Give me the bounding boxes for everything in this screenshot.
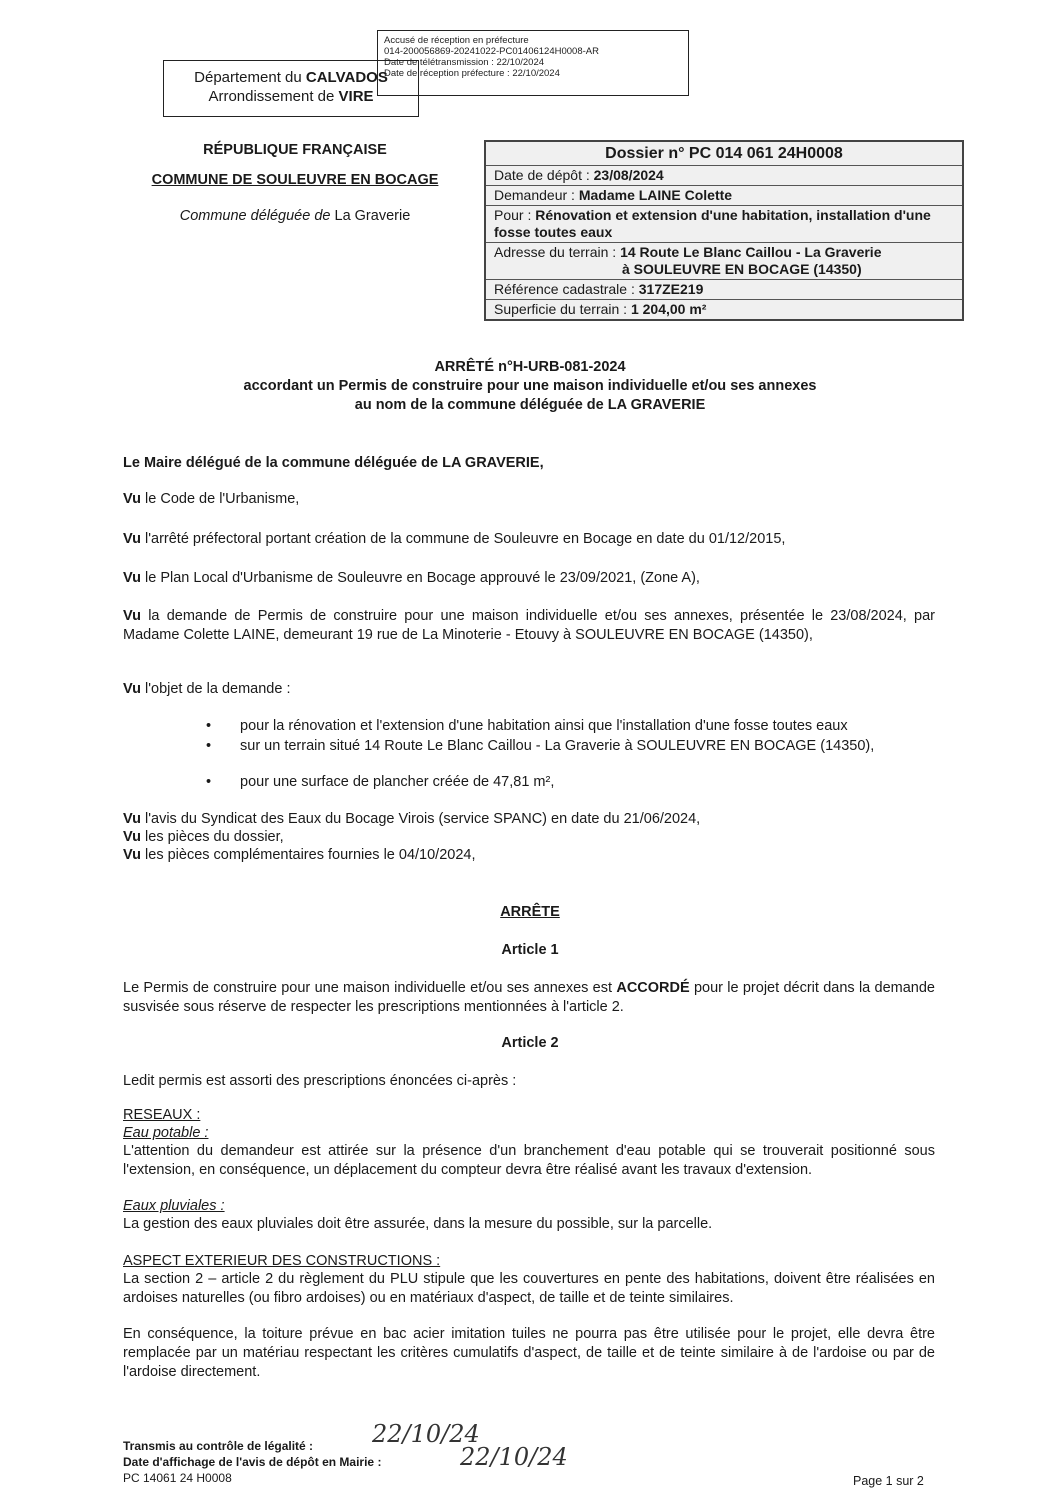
- handwritten-affichage-date: 22/10/24: [460, 1443, 568, 1471]
- land-area: Superficie du terrain : 1 204,00 m²: [486, 299, 962, 319]
- bullet-icon: •: [206, 738, 212, 754]
- article-2-title: Article 2: [501, 1035, 559, 1051]
- visa-8: Vu les pièces complémentaires fournies le 04/10/2024,: [123, 847, 476, 863]
- stamp-line: Date de réception préfecture : 22/10/2024: [384, 68, 560, 79]
- visa-7: Vu les pièces du dossier,: [123, 829, 284, 845]
- visa-5: Vu l'objet de la demande :: [123, 681, 291, 697]
- mayor-line: Le Maire délégué de la commune déléguée de LA GRAVERIE,: [123, 455, 544, 471]
- dossier-number: Dossier n° PC 014 061 24H0008: [605, 145, 843, 162]
- affichage-label: Date d'affichage de l'avis de dépôt en Mairie :: [123, 1455, 382, 1469]
- arrondissement-line: Arrondissement de VIRE: [208, 88, 374, 105]
- decree-title: [150, 358, 910, 415]
- article-1-text: Le Permis de construire pour une maison individuelle et/ou ses annexes est ACCORDÉ pour le projet décrit dans la demande susvisée sous réserve de respecter les prescriptions mentionnées à l'article 2.: [123, 980, 935, 1015]
- department-box: [163, 60, 419, 117]
- decree-number: ARRÊTÉ n°H-URB-081-2024: [434, 359, 626, 375]
- bullet-icon: •: [206, 774, 212, 790]
- decree-commune: au nom de la commune déléguée de LA GRAVERIE: [354, 397, 706, 413]
- delegated-commune: Commune déléguée de La Graverie: [179, 208, 411, 224]
- commune-heading: COMMUNE DE SOULEUVRE EN BOCAGE: [151, 172, 439, 188]
- deposit-date: Date de dépôt : 23/08/2024: [486, 165, 962, 185]
- aspect-text: La section 2 – article 2 du règlement du PLU stipule que les couvertures en pente des habitations, doivent être réalisées en ardoises naturelles (ou fibro ardoises) ou en matériaux d'aspect, de taille et de teinte similaires.: [123, 1271, 935, 1306]
- eaux-pluviales-heading: Eaux pluviales :: [123, 1198, 225, 1214]
- visa-2: Vu l'arrêté préfectoral portant création de la commune de Souleuvre en Bocage en date du 01/12/2015,: [123, 531, 786, 547]
- eaux-pluviales-text: La gestion des eaux pluviales doit être assurée, dans la mesure du possible, sur la parcelle.: [123, 1216, 713, 1232]
- stamp-line: 014-200056869-20241022-PC01406124H0008-AR: [384, 46, 599, 57]
- republic-heading: RÉPUBLIQUE FRANÇAISE: [203, 142, 387, 158]
- prefecture-receipt-stamp: [377, 30, 689, 96]
- handwritten-transmis-date: 22/10/24: [372, 1420, 480, 1448]
- transmis-label: Transmis au contrôle de légalité :: [123, 1439, 314, 1453]
- article-2-intro: Ledit permis est assorti des prescriptions énoncées ci-après :: [123, 1073, 517, 1089]
- article-1-title: Article 1: [501, 942, 559, 958]
- land-address: Adresse du terrain : 14 Route Le Blanc Caillou - La Graverie à SOULEUVRE EN BOCAGE (14350): [486, 242, 962, 279]
- eau-potable-text: L'attention du demandeur est attirée sur la présence d'un branchement d'eau potable qui se trouverait positionné sous l'extension, en conséquence, un déplacement du compteur devra être réalisé avant les travaux d'extension.: [123, 1143, 935, 1178]
- visa-3: Vu le Plan Local d'Urbanisme de Souleuvre en Bocage approuvé le 23/09/2021, (Zone A),: [123, 570, 700, 586]
- page-number: Page 1 sur 2: [853, 1474, 924, 1488]
- visa-1: Vu le Code de l'Urbanisme,: [123, 491, 300, 507]
- aspect-heading: ASPECT EXTERIEUR DES CONSTRUCTIONS :: [123, 1253, 441, 1269]
- arrete-heading: ARRÊTE: [500, 904, 560, 920]
- decree-subject: accordant un Permis de construire pour une maison individuelle et/ou ses annexes: [243, 378, 817, 394]
- reseaux-heading: RESEAUX :: [123, 1107, 201, 1123]
- stamp-line: Accusé de réception en préfecture: [384, 35, 529, 46]
- cadastral-reference: Référence cadastrale : 317ZE219: [486, 279, 962, 299]
- dossier-reference: PC 14061 24 H0008: [123, 1471, 232, 1485]
- eau-potable-heading: Eau potable :: [123, 1125, 209, 1141]
- purpose: Pour : Rénovation et extension d'une habitation, installation d'une fosse toutes eaux: [486, 205, 962, 242]
- department-line: Département du CALVADOS: [194, 69, 388, 86]
- stamp-line: Date de télétransmission : 22/10/2024: [384, 57, 545, 68]
- consequence-text: En conséquence, la toiture prévue en bac acier imitation tuiles ne pourra pas être utilisée pour le projet, elle devra être remplacée par un matériau respectant les critères cumulatifs d'aspect, de taille et de teinte similaire à de l'ardoise ou par de l'ardoise directement.: [123, 1326, 935, 1380]
- applicant: Demandeur : Madame LAINE Colette: [486, 185, 962, 205]
- visa-4: Vu la demande de Permis de construire pour une maison individuelle et/ou ses annexes, présentée le 23/08/2024, par Madame Colette LAINE, demeurant 19 rue de La Minoterie - Etouvy à SOULEUVRE EN BOCAGE (14350),: [123, 608, 935, 643]
- visa-6: Vu l'avis du Syndicat des Eaux du Bocage Virois (service SPANC) en date du 21/06/2024,: [123, 811, 701, 827]
- bullet-icon: •: [206, 718, 212, 734]
- dossier-box: [484, 140, 964, 321]
